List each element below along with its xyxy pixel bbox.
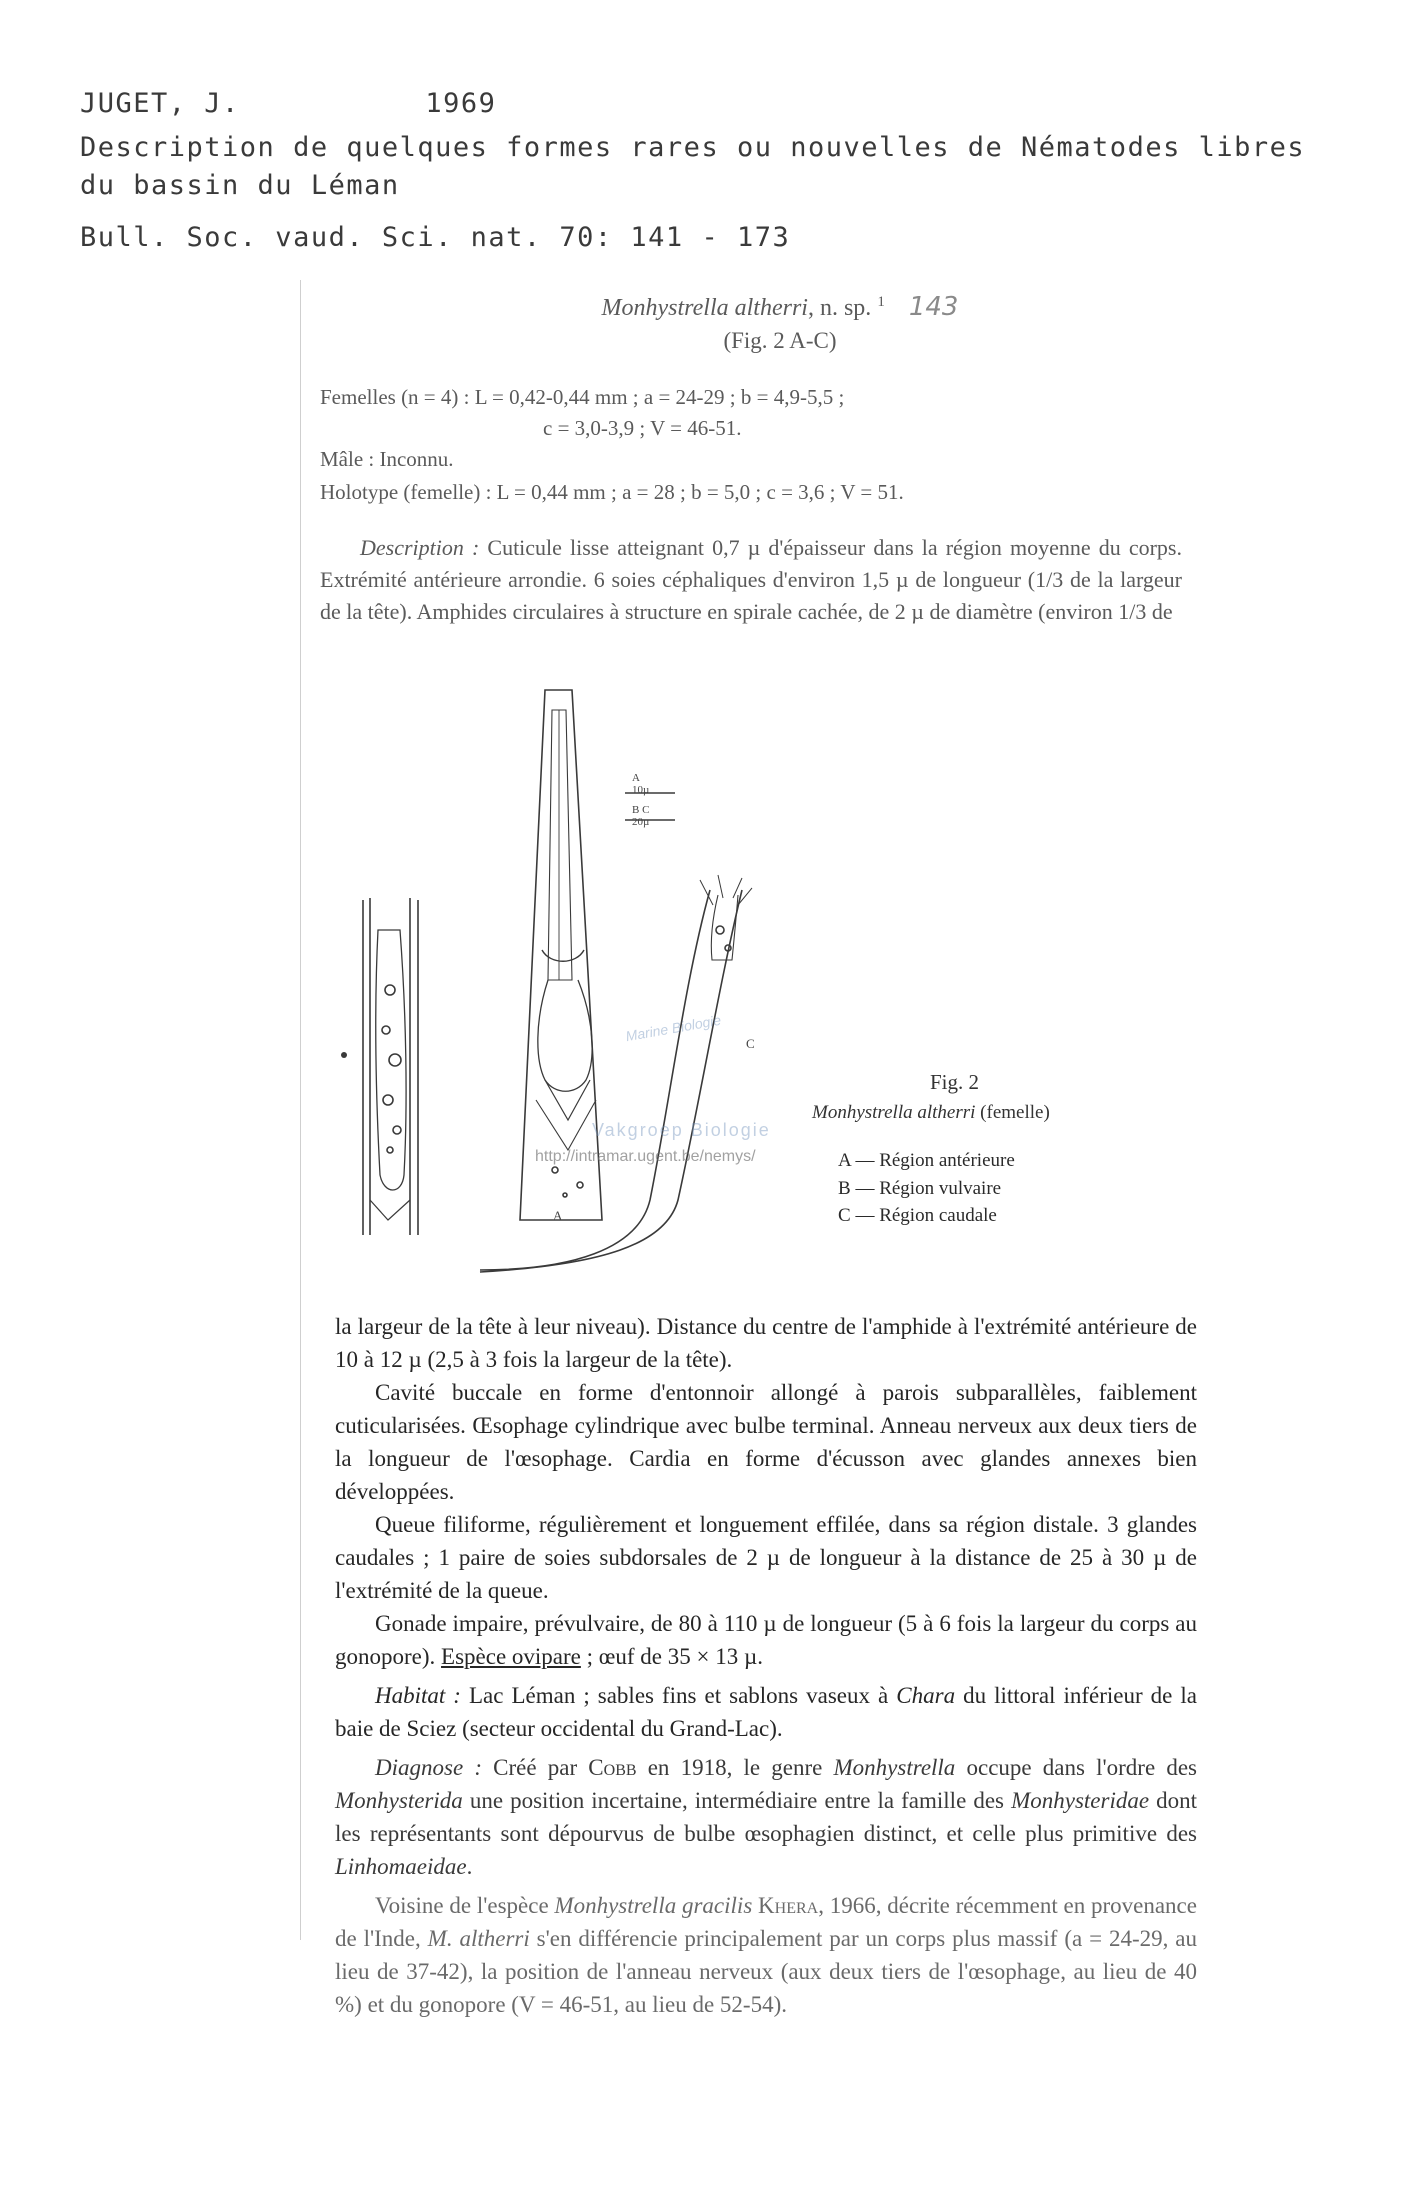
year: 1969 [425,88,497,119]
region-a-drawing [520,690,602,1220]
para-comparison: Voisine de l'espèce Monhystrella gracilis Khera, 1966, décrite récemment en provenance de l'Inde, M. altherri s'en différencie principalement par un corps plus massif (a = 24-29, au lieu de 37-42), la position de l'anneau nerveux (aux deux tiers de l'œsophage, au lieu de 40 %) et du gonopore (V = 46-51, au lieu de 52-54). [335,1893,1197,2017]
region-b-drawing [363,898,418,1235]
citation: Bull. Soc. vaud. Sci. nat. 70: 141 - 173 [80,222,791,253]
para-tail: Queue filiforme, régulièrement et longuement effilée, dans sa région distale. 3 glandes caudales ; 1 paire de soies subdorsales de 2 µ de longueur à la distance de 25 à 30 µ de l'extrémité de la queue. [335,1512,1197,1603]
figure-reference: (Fig. 2 A-C) [723,328,837,353]
margin-rule [300,280,301,1940]
watermark-group: Vakgroep Biologie [592,1120,771,1140]
legend-a: A — Région antérieure [838,1150,1015,1171]
para-diagnose: Diagnose : Créé par Cobb en 1918, le genre Monhystrella occupe dans l'ordre des Monhysterida une position incertaine, intermédiaire entre la famille des Monhysteridae dont les représentants sont dépourvus de bulbe œsophagien distinct, et celle plus primitive des Linhomaeidae. [335,1755,1198,1879]
nematode-drawing [340,680,1160,1280]
para-gonad: Gonade impaire, prévulvaire, de 80 à 110 µ de longueur (5 à 6 fois la largeur du corps au gonopore). Espèce ovipare ; œuf de 35 × 13 µ. [335,1611,1197,1669]
para-habitat: Habitat : Lac Léman ; sables fins et sablons vaseux à Chara du littoral inférieur de la baie de Sciez (secteur occidental du Grand-Lac). [335,1683,1197,1741]
legend-b: B — Région vulvaire [838,1178,1002,1199]
species-heading [500,292,1060,322]
legend-c: C — Région caudale [838,1205,997,1226]
watermark-name: Marine Biologie [624,1011,723,1045]
paper-title-line1: Description de quelques formes rares ou nouvelles de Nématodes libres [80,132,1306,163]
oviparous: Espèce ovipare [441,1644,581,1669]
body-text [335,1310,1197,2021]
author-year [80,88,496,119]
species-name: Monhystrella altherri [601,295,808,321]
footnote-mark: 1 [877,294,885,310]
handwritten-number: 143 [908,292,959,322]
para-cavity: Cavité buccale en forme d'entonnoir allongé à parois subparallèles, faiblement cuticularisées. Œsophage cylindrique avec bulbe terminal. Anneau nerveux aux deux tiers de la longueur de l'œsophage. Cardia en forme d'écusson avec glandes annexes bien développées. [335,1380,1197,1504]
description-text: Cuticule lisse atteignant 0,7 µ d'épaisseur dans la région moyenne du corps. Extrémité antérieure arrondie. 6 soies céphaliques d'environ 1,5 µ de longueur (1/3 de la largeur de la tête). Amphides circulaires à structure en spirale cachée, de 2 µ de diamètre (environ 1/3 de [320,535,1182,624]
females-measurements-2: c = 3,0-3,9 ; V = 46-51. [543,416,742,440]
description-top [320,532,1182,628]
figure-label-c: C [746,1036,755,1051]
paper-title-line2: du bassin du Léman [80,170,400,201]
male-measurement: Mâle : Inconnu. [320,447,454,471]
watermark-url: http://intramar.ugent.be/nemys/ [535,1148,756,1165]
scale-label-bc: B C 20µ [632,804,650,828]
figure-caption-title: Fig. 2 [930,1070,980,1094]
vulva-marker [341,1052,347,1058]
species-suffix: , n. sp. [807,295,872,321]
scale-label-a: A 10µ [632,772,650,796]
description-label: Description : [360,535,480,560]
holotype-measurements: Holotype (femelle) : L = 0,44 mm ; a = 28 ; b = 5,0 ; c = 3,6 ; V = 51. [320,480,904,504]
author: JUGET, J. [80,88,240,119]
figure-2 [340,680,1160,1280]
figure-caption-species: Monhystrella altherri (femelle) [812,1102,1050,1123]
figure-label-a: A [553,1208,563,1223]
para-amphide: la largeur de la tête à leur niveau). Distance du centre de l'amphide à l'extrémité antérieure de 10 à 12 µ (2,5 à 3 fois la largeur de la tête). [335,1314,1197,1372]
females-measurements-1: Femelles (n = 4) : L = 0,42-0,44 mm ; a = 24-29 ; b = 4,9-5,5 ; [320,385,845,409]
